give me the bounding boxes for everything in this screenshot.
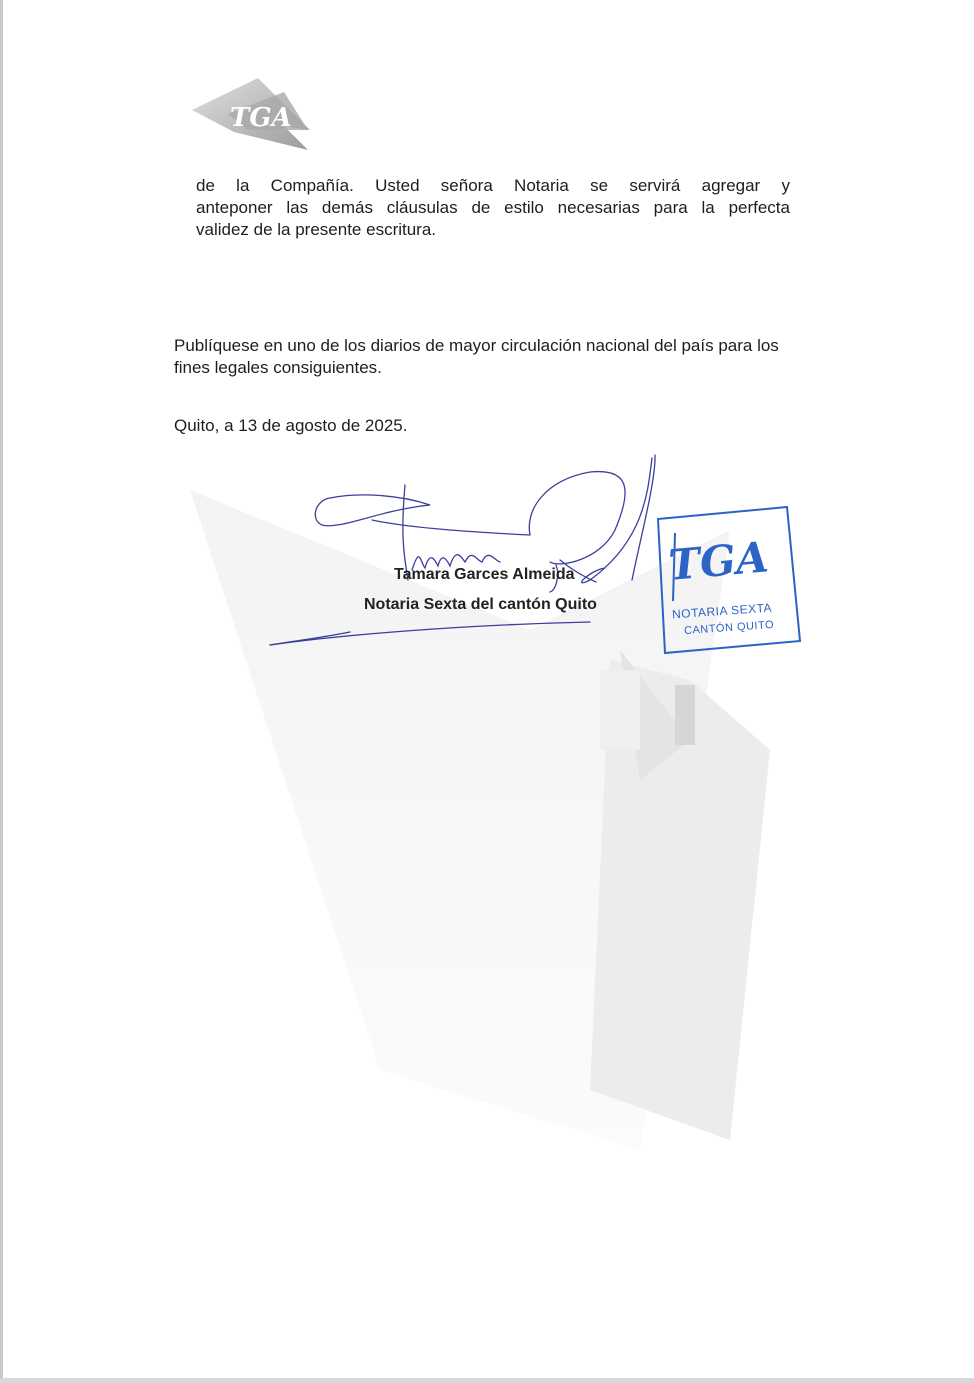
paragraph-clauses-line-1: de la Compañía. Usted señora Notaria se servirá agregar y — [196, 176, 790, 195]
paragraph-publication-line-1: Publíquese en uno de los diarios de mayor circulación nacional del país para los — [174, 336, 779, 355]
paragraph-publication — [174, 335, 834, 379]
handwritten-signature — [260, 450, 680, 660]
page-left-edge — [0, 0, 3, 1383]
signer-title: Notaria Sexta del cantón Quito — [364, 596, 597, 613]
header-logo-text: TGA — [230, 103, 292, 133]
stamp-logo-text: TGA — [666, 532, 771, 590]
paragraph-clauses-line-3: validez de la presente escritura. — [196, 220, 437, 239]
paragraph-clauses-line-2: anteponer las demás cláusulas de estilo necesarias para la perfecta — [196, 198, 790, 217]
page-bottom-edge — [0, 1378, 974, 1383]
paragraph-publication-line-2: fines legales consiguientes. — [174, 358, 382, 377]
signer-name: Tamara Garces Almeida — [394, 566, 575, 583]
stamp-line-notaria-sexta: NOTARIA SEXTA — [671, 600, 773, 622]
stamp-line-canton-quito: CANTÓN QUITO — [683, 618, 775, 638]
header-logo — [188, 72, 316, 156]
date-line: Quito, a 13 de agosto de 2025. — [174, 416, 408, 435]
paragraph-clauses — [196, 175, 790, 241]
